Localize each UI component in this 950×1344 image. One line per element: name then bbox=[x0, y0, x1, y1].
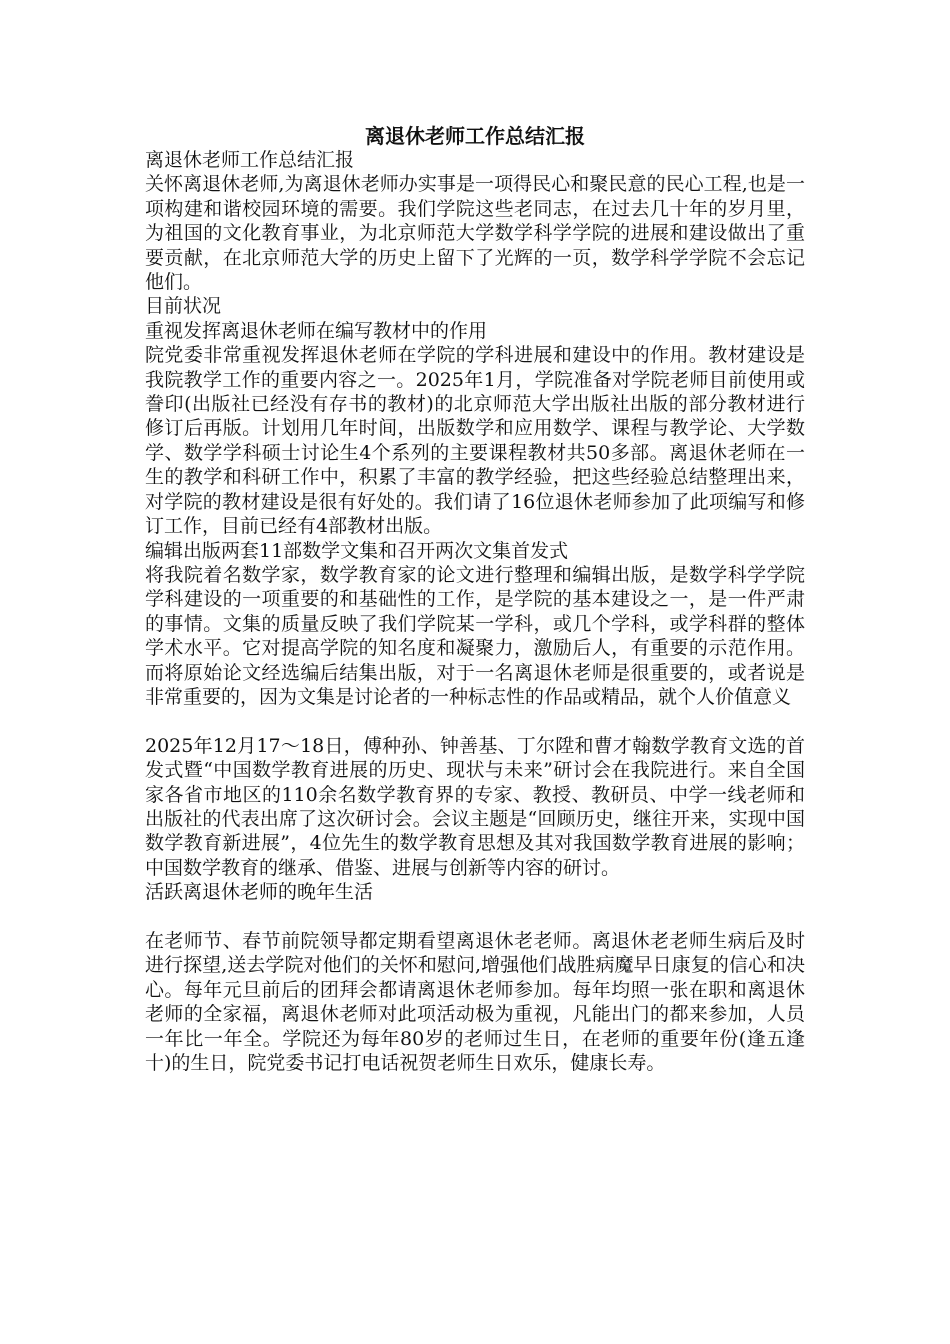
subsection-heading-anthologies: 编辑出版两套11部数学文集和召开两次文集首发式 bbox=[145, 539, 569, 562]
launch-event-paragraph: 2025年12月17～18日，傅种孙、钟善基、丁尔陞和曹才翰数学教育文选的首发式暨“中国数学教育进展的历史、现状与未来”研讨会在我院进行。来自全国家各省市地区的110余名数学教育界的专家、教授、教研员、中学一线老师和出版社的代表出席了这次研讨会。会议主题是“回顾历史，继往开来，实现中国数学教育新进展”，4位先生的数学教育思想及其对我国数学教育进展的影响；中国数学教育的继承、借鉴、进展与创新等内容的研讨。 bbox=[145, 734, 805, 879]
subsection-heading-retirement-life: 活跃离退休老师的晚年生活 bbox=[145, 881, 374, 904]
retirement-life-paragraph: 在老师节、春节前院领导都定期看望离退休老老师。离退休老老师生病后及时进行探望,送去学院对他们的关怀和慰问,增强他们战胜病魔早日康复的信心和决心。每年元旦前后的团拜会都请离退休老师参加。每年均照一张在职和离退休老师的全家福，离退休老师对此项活动极为重视，凡能出门的都来参加，人员一年比一年全。学院还为每年80岁的老师过生日，在老师的重要年份(逢五逢十)的生日，院党委书记打电话祝贺老师生日欢乐，健康长寿。 bbox=[145, 929, 805, 1074]
blank-line bbox=[145, 709, 805, 733]
anthologies-paragraph: 将我院着名数学家，数学教育家的论文进行整理和编辑出版，是数学科学学院学科建设的一项重要的和基础性的工作，是学院的基本建设之一，是一件严肃的事情。文集的质量反映了我们学院某一学科，或几个学科，或学科群的整体学术水平。它对提高学院的知名度和凝聚力，激励后人，有重要的示范作用。而将原始论文经选编后结集出版，对于一名离退休老师是很重要的，或者说是非常重要的，因为文集是讨论者的一种标志性的作品或精品，就个人价值意义 bbox=[145, 563, 805, 708]
blank-line bbox=[145, 905, 805, 929]
document-title: 离退休老师工作总结汇报 bbox=[365, 124, 585, 148]
subsection-heading-textbooks: 重视发挥离退休老师在编写教材中的作用 bbox=[145, 319, 488, 342]
intro-paragraph: 关怀离退休老师,为离退休老师办实事是一项得民心和聚民意的民心工程,也是一项构建和谐校园环境的需要。我们学院这些老同志，在过去几十年的岁月里，为祖国的文化教育事业，为北京师范大学数学科学学院的进展和建设做出了重要贡献，在北京师范大学的历史上留下了光辉的一页，数学科学学院不会忘记他们。 bbox=[145, 173, 805, 294]
section-heading-status: 目前状况 bbox=[145, 295, 222, 318]
subtitle-line: 离退休老师工作总结汇报 bbox=[145, 149, 355, 171]
document-body bbox=[145, 148, 805, 1075]
textbooks-paragraph: 院党委非常重视发挥退休老师在学院的学科进展和建设中的作用。教材建设是我院教学工作的重要内容之一。2025年1月，学院准备对学院老师目前使用或誊印(出版社已经没有存书的教材)的北京师范大学出版社出版的部分教材进行修订后再版。计划用几年时间，出版数学和应用数学、课程与教学论、大学数学、数学学科硕士讨论生4个系列的主要课程教材共50多部。离退休老师在一生的教学和科研工作中，积累了丰富的教学经验，把这些经验总结整理出来，对学院的教材建设是很有好处的。我们请了16位退休老师参加了此项编写和修订工作，目前已经有4部教材出版。 bbox=[145, 344, 805, 538]
